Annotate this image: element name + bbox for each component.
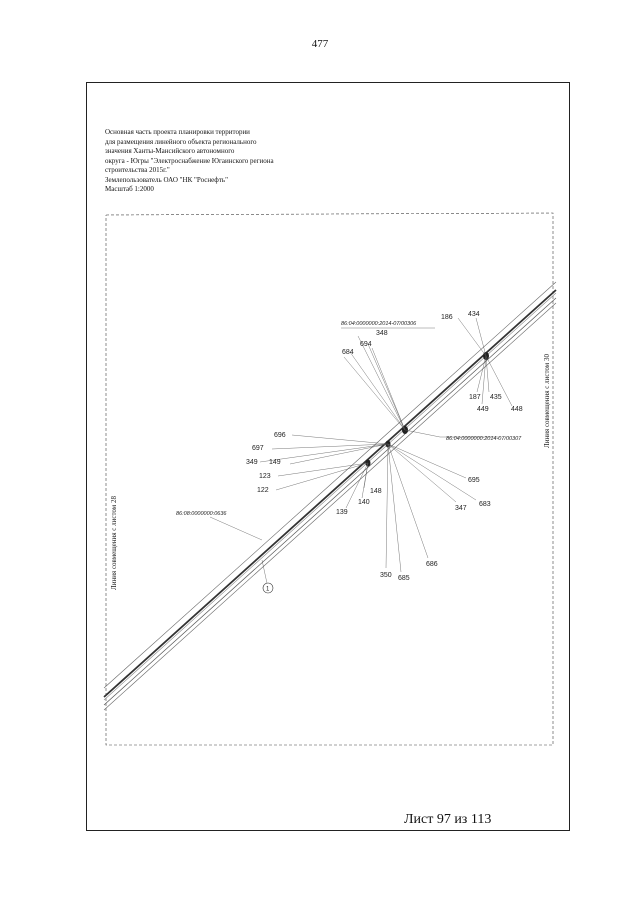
point-label: 448 — [511, 406, 523, 413]
point-label: 187 — [469, 394, 481, 401]
point-label: 348 — [376, 330, 388, 337]
match-line-left: Линия совмещения с листом 28 — [110, 496, 118, 590]
point-label: 349 — [246, 459, 258, 466]
map-boundary — [106, 213, 553, 745]
title-line-7: Масштаб 1:2000 — [105, 185, 154, 193]
point-label: 695 — [468, 477, 480, 484]
title-line-2: для размещения линейного объекта регионального — [105, 137, 257, 146]
cadastral-number-a: 86:04:0000000:2014-07/00306 — [341, 321, 417, 327]
title-line-3: значения Ханты-Мансийского автономного — [105, 147, 235, 155]
title-line-6: Землепользователь ОАО "НК "Роснефть" — [105, 175, 228, 184]
point-label: 685 — [398, 575, 410, 582]
cadastral-number-b: 86:04:0000000:2014-07/00307 — [446, 436, 522, 442]
title-line-1: Основная часть проекта планировки территории — [105, 128, 250, 136]
match-line-right: Линия совмещения с листом 30 — [543, 354, 551, 448]
circle-marker-label: 1 — [266, 586, 270, 593]
point-label: 350 — [380, 572, 392, 579]
title-line-4: округа - Югры "Электроснабжение Югаинского региона — [105, 156, 274, 165]
point-label: 123 — [259, 473, 271, 480]
point-label: 694 — [360, 341, 372, 348]
point-label: 148 — [370, 488, 382, 495]
point-label: 140 — [358, 499, 370, 506]
point-labels — [246, 311, 523, 582]
point-label: 686 — [426, 561, 438, 568]
point-label: 435 — [490, 394, 502, 401]
point-label: 139 — [336, 509, 348, 516]
point-label: 683 — [479, 501, 491, 508]
point-label: 697 — [252, 445, 264, 452]
leader-lines — [210, 318, 512, 588]
linear-object-corridor — [104, 282, 556, 710]
circle-marker — [263, 583, 273, 593]
point-label: 149 — [269, 459, 281, 466]
point-label: 449 — [477, 406, 489, 413]
point-label: 347 — [455, 505, 467, 512]
point-label: 186 — [441, 314, 453, 321]
title-line-5: строительства 2015г." — [105, 166, 170, 174]
point-label: 684 — [342, 349, 354, 356]
point-label: 696 — [274, 432, 286, 439]
point-label: 122 — [257, 487, 269, 494]
page-number: 477 — [311, 38, 329, 50]
sheet-label: Лист 97 из 113 — [404, 812, 492, 827]
point-label: 434 — [468, 311, 480, 318]
cadastral-number-c: 86:08:0000000:0636 — [176, 511, 227, 517]
